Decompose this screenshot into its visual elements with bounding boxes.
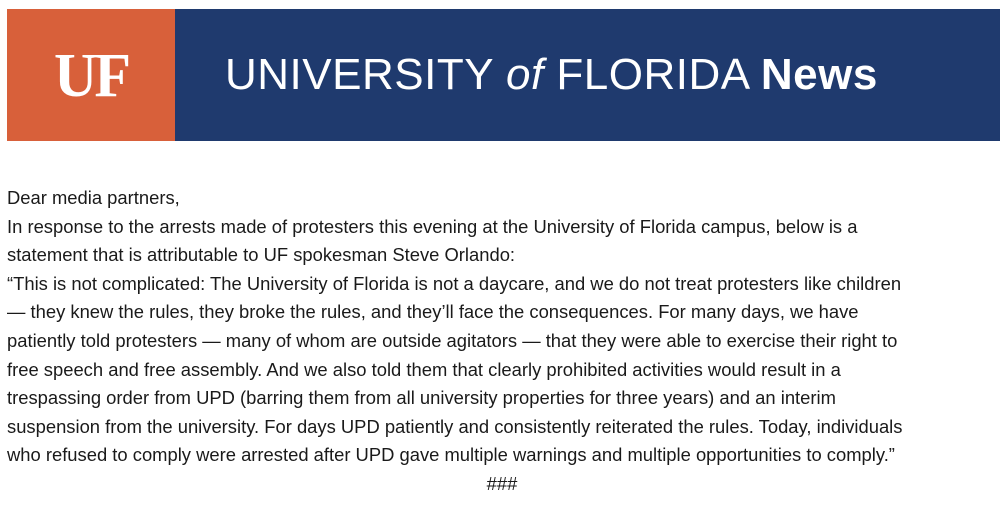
banner-title-university: UNIVERSITY — [225, 50, 506, 99]
quote-line: patiently told protesters — many of whom are outside agitators — that they were able to exercise their right to — [7, 329, 898, 351]
banner-title — [225, 50, 878, 100]
quote-line: free speech and free assembly. And we also told them that clearly prohibited activities would result in a — [7, 358, 841, 380]
quote-line: trespassing order from UPD (barring them from all university properties for three years) and an interim — [7, 387, 836, 409]
intro-line: statement that is attributable to UF spokesman Steve Orlando: — [7, 244, 516, 266]
press-statement — [7, 184, 997, 499]
quote-line: “This is not complicated: The University of Florida is not a daycare, and we do not treat protesters like children — [7, 272, 902, 294]
banner-title-of: of — [505, 50, 544, 99]
intro-line: In response to the arrests made of protesters this evening at the University of Florida campus, below is a — [7, 215, 858, 237]
uf-logo-text: UF — [54, 39, 128, 110]
uf-logo — [7, 9, 175, 141]
banner-title-florida: FLORIDA — [543, 50, 761, 99]
greeting: Dear media partners, — [7, 187, 180, 208]
banner-title-news: News — [760, 50, 878, 99]
quote-line: who refused to comply were arrested after UPD gave multiple warnings and multiple opportunities to comply.” — [7, 444, 895, 466]
quote-line: — they knew the rules, they broke the rules, and they’ll face the consequences. For many days, we have — [7, 301, 859, 323]
banner-title-block — [175, 9, 1000, 141]
header-banner — [7, 9, 1000, 141]
quote-line: suspension from the university. For days UPD patiently and consistently reiterated the rules. Today, individuals — [7, 415, 903, 437]
end-mark: ### — [486, 472, 518, 494]
